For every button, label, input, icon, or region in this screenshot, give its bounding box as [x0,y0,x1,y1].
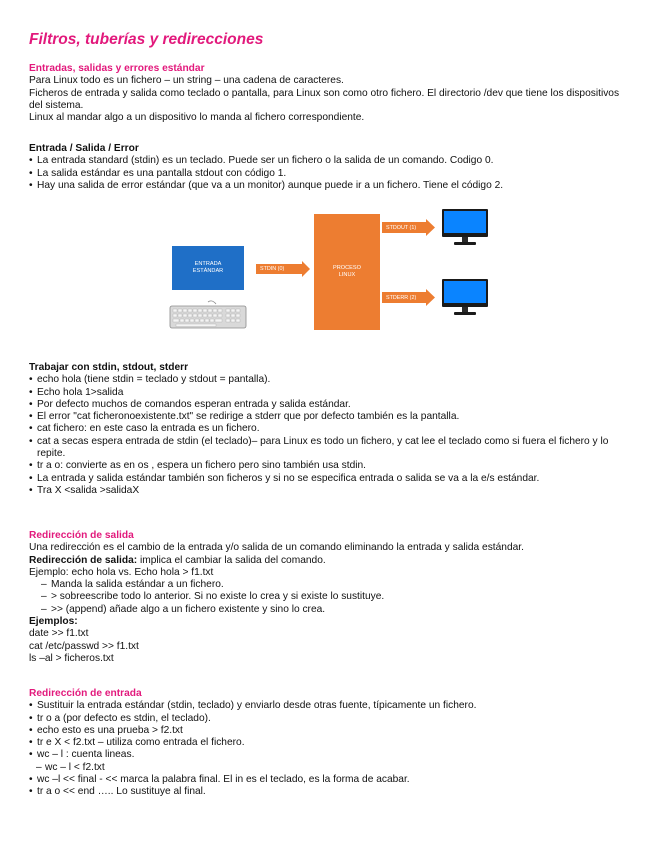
section-entradas-salidas [29,63,629,124]
input-box [172,246,244,290]
bold-term: Redirección de salida: [29,554,138,566]
list-item: • Hay una salida de error estándar (que va a un monitor) aunque puede ir a un fichero. Tiene el código 2. [29,180,629,192]
list-item: • Sustituir la entrada estándar (stdin, teclado) y enviarlo desde otras fuente, típicamente un fichero. [29,700,629,712]
list-item: • La salida estándar es una pantalla stdout con código 1. [29,168,629,180]
section-heading: Redirección de entrada [29,688,142,699]
list-item: • Por defecto muchos de comandos esperan entrada y salida estándar. [29,399,629,411]
list-item: – Manda la salida estándar a un fichero. [29,579,629,591]
io-diagram [160,208,500,338]
arrow-head-icon [302,261,312,277]
list-item: • echo esto es una prueba > f2.txt [29,725,629,737]
list-item: • tr a o: convierte as en os , espera un fichero pero sino también usa stdin. [29,460,629,472]
list-item: • El error "cat ficheronoexistente.txt" se redirige a stderr que por defecto también es la pantalla. [29,411,629,423]
section-redireccion-entrada [29,688,629,799]
stderr-arrow [382,292,426,303]
list-item: • La entrada y salida estándar también son ficheros y si no se especifica entrada o salida se va a la e/s estándar. [29,473,629,485]
stdin-arrow [256,264,302,274]
paragraph [29,555,629,567]
section-heading: Entradas, salidas y errores estándar [29,63,205,74]
examples-heading: Ejemplos: [29,616,78,628]
stdin-label: STDIN (0) [260,266,285,272]
list-item: • Echo hola 1>salida [29,387,629,399]
stdout-label: STDOUT (1) [386,224,417,231]
monitor-icon [440,208,490,248]
bullet-list [29,700,629,798]
monitor-icon [440,278,490,318]
list-item: • tr a o << end ….. Lo sustituye al final. [29,786,629,798]
example-line: cat /etc/passwd >> f1.txt [29,640,139,652]
list-item: – >> (append) añade algo a un fichero existente y sino lo crea. [29,604,629,616]
paragraph: Para Linux todo es un fichero – un string – una cadena de caracteres. [29,75,344,87]
section-entrada-salida-error [29,143,629,192]
list-item: • tr o a (por defecto es stdin, el teclado). [29,713,629,725]
list-item: • La entrada standard (stdin) es un teclado. Puede ser un fichero o la salida de un comando. Codigo 0. [29,155,629,167]
paragraph: Ejemplo: echo hola vs. Echo hola > f1.txt [29,566,214,578]
section-heading: Redirección de salida [29,530,134,541]
stdout-arrow [382,222,426,233]
example-line: ls –al > ficheros.txt [29,652,114,664]
term-description: implica el cambiar la salida del comando. [137,554,326,566]
example-line: date >> f1.txt [29,628,89,640]
section-heading: Trabajar con stdin, stdout, stderr [29,362,189,373]
list-item: • wc –l << final - << marca la palabra final. El in es el teclado, es la forma de acabar. [29,774,629,786]
process-label: PROCESO LINUX [333,265,361,278]
list-item: • wc – l : cuenta lineas. [29,749,629,761]
paragraph: Una redirección es el cambio de la entrada y/o salida de un comando eliminando la entrada y salida estándar. [29,542,524,554]
list-item: – wc – l < f2.txt [29,762,629,774]
arrow-head-icon [426,219,436,236]
paragraph: Linux al mandar algo a un dispositivo lo manda al fichero correspondiente. [29,112,365,124]
paragraph: Ficheros de entrada y salida como teclado o pantalla, para Linux son como otro fichero. El directorio /dev que tiene los dispositivos del sistema. [29,87,620,111]
section-redireccion-salida [29,530,629,665]
section-heading: Entrada / Salida / Error [29,143,139,154]
dash-list [29,579,629,616]
input-box-label: ENTRADA ESTÁNDAR [192,261,224,274]
list-item: • cat fichero: en este caso la entrada es un fichero. [29,423,629,435]
stderr-label: STDERR (2) [386,294,417,301]
keyboard-icon [168,300,248,332]
list-item: • Tra X <salida >salidaX [29,485,629,497]
list-item: • echo hola (tiene stdin = teclado y stdout = pantalla). [29,374,629,386]
bullet-list [29,155,629,192]
process-box [314,214,380,330]
arrow-head-icon [426,289,436,306]
list-item: – > sobreescribe todo lo anterior. Si no existe lo crea y si existe lo sustituye. [29,591,629,603]
list-item: • tr e X < f2.txt – utiliza como entrada el fichero. [29,737,629,749]
section-trabajar [29,362,629,497]
list-item: • cat a secas espera entrada de stdin (el teclado)– para Linux es todo un fichero, y cat lee el teclado como si fuera el fichero y lo repite. [29,436,629,461]
page-title: Filtros, tuberías y redirecciones [29,31,264,48]
bullet-list [29,374,629,497]
